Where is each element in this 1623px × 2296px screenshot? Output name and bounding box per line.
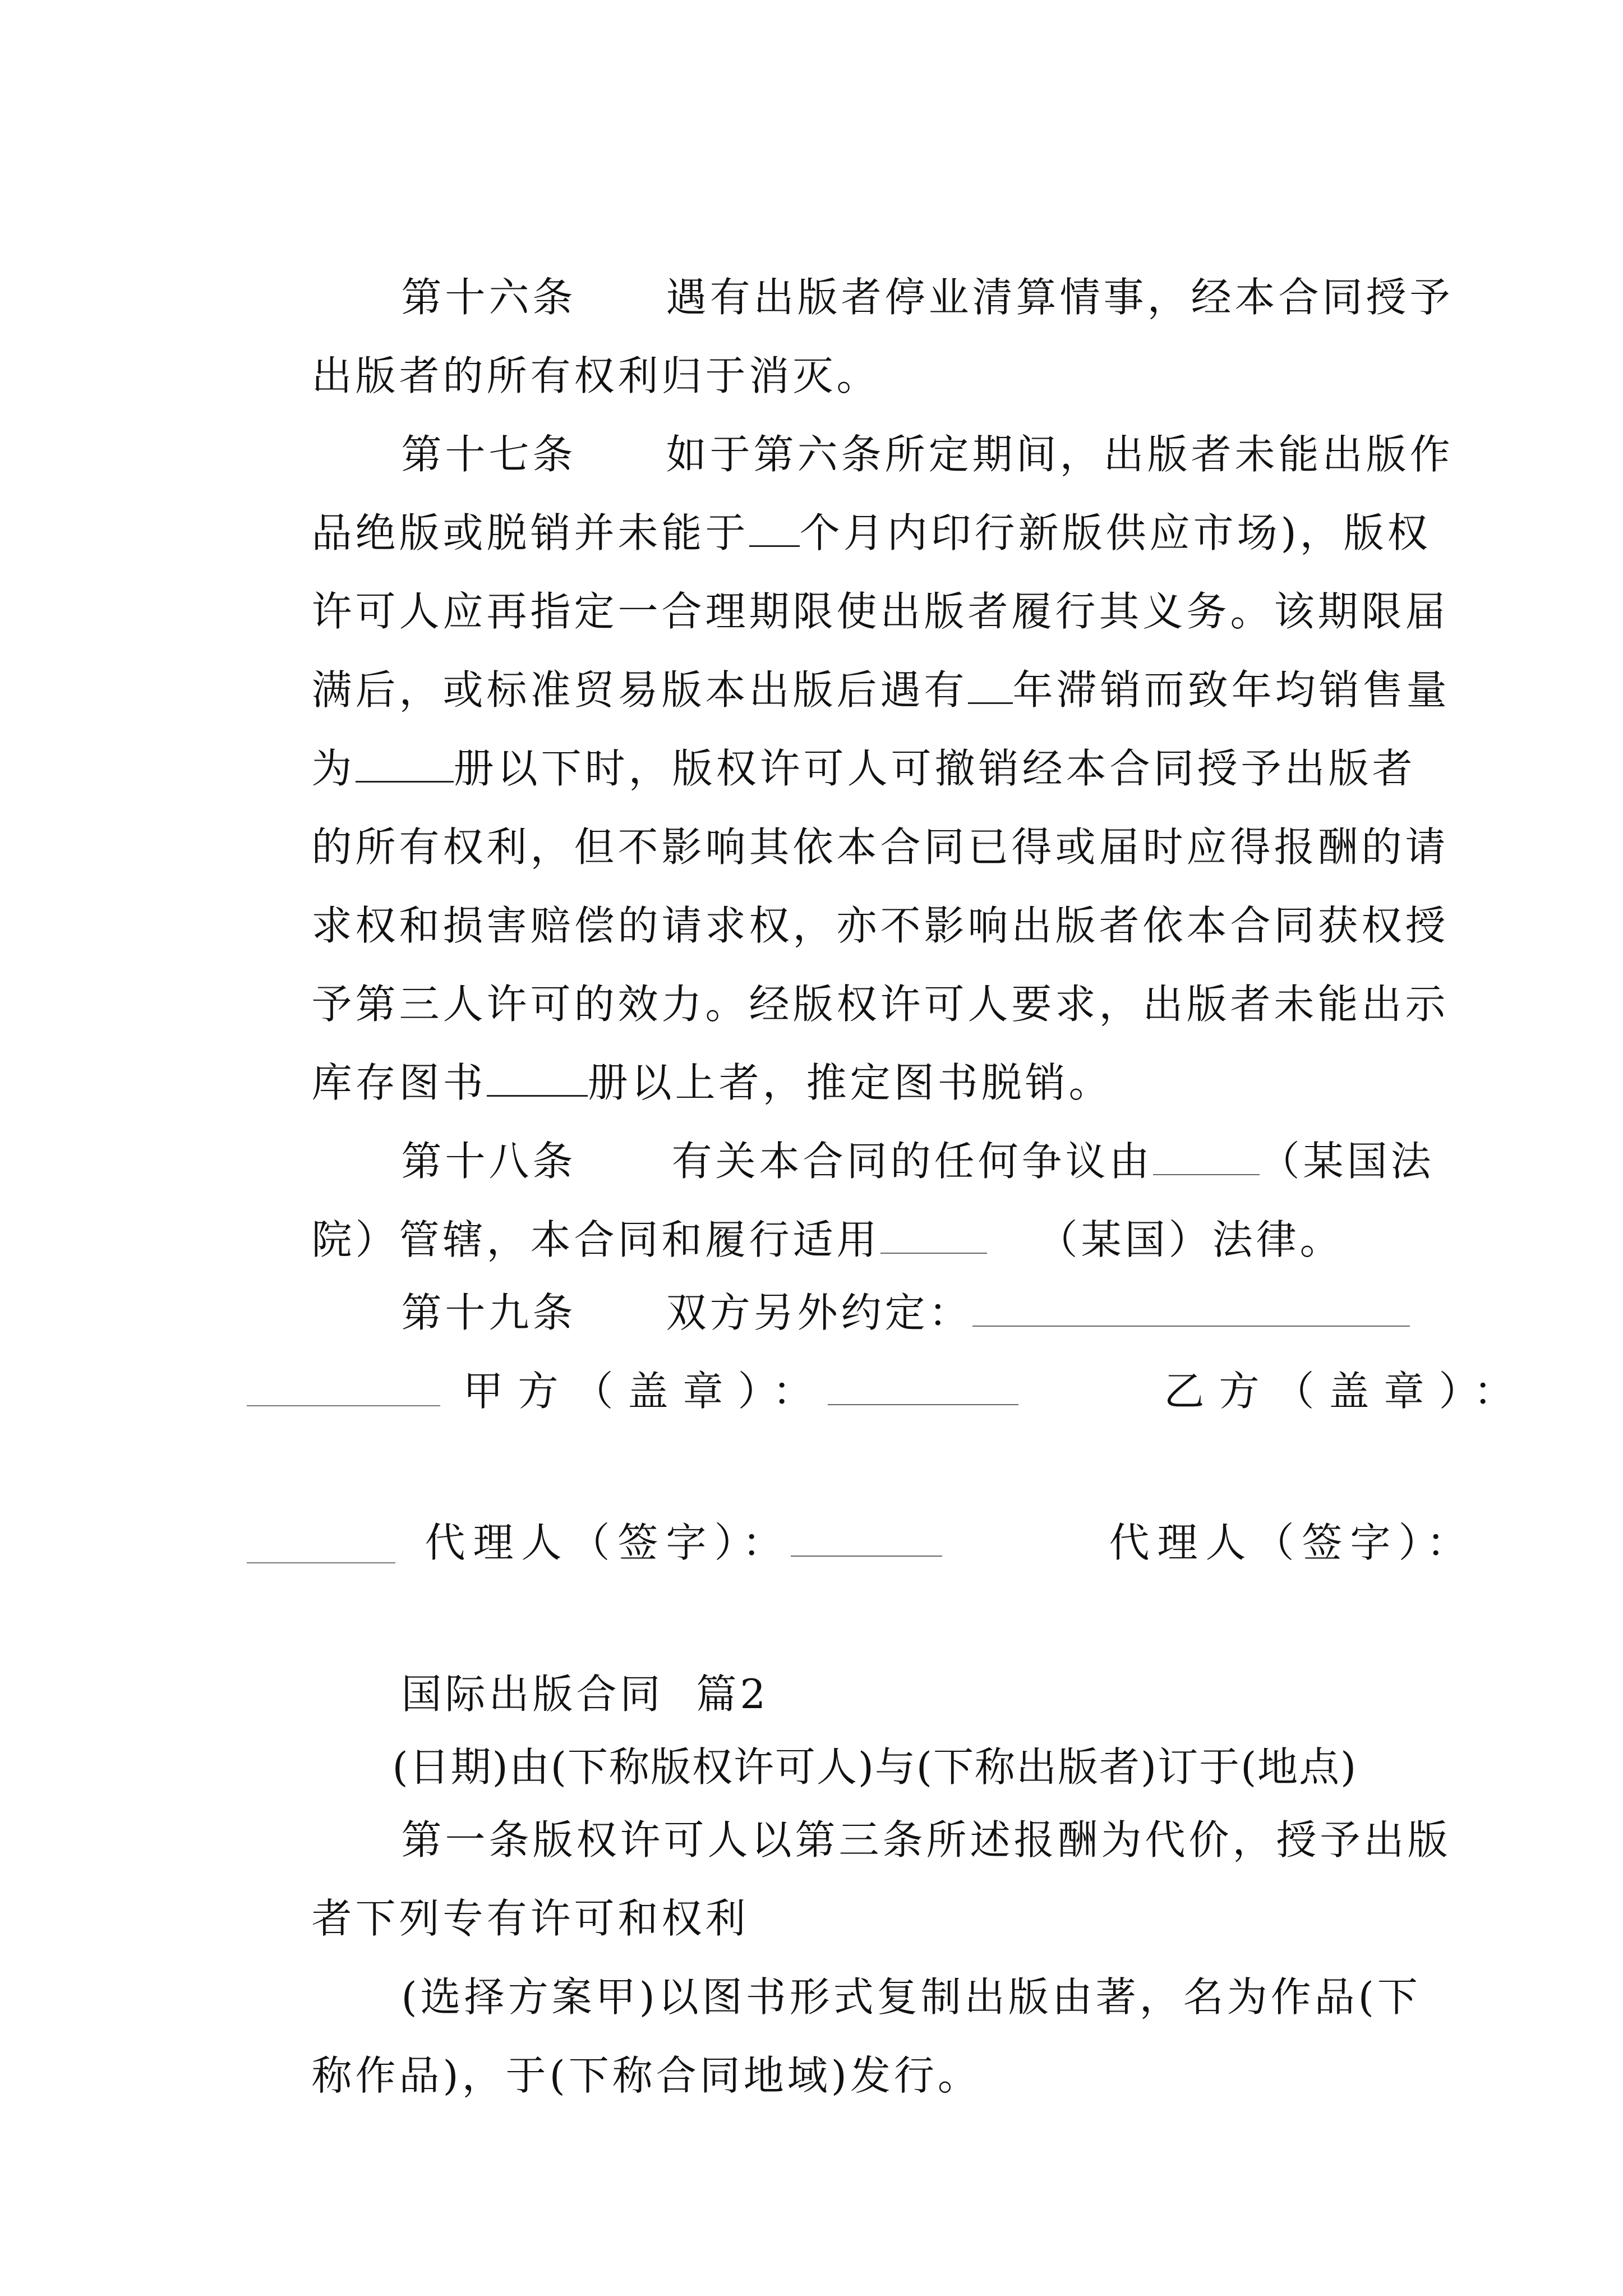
article-17-text-9b: 册以上者，推定图书脱销。 [587, 1059, 1113, 1106]
article-16-heading: 第十六条 [401, 274, 577, 321]
section-2-article-1-text-2: 者下列专有许可和权利 [311, 1895, 749, 1942]
article-17-text-4a: 满后，或标准贸易版本出版后遇有 [311, 666, 968, 714]
agent-b-sign-blank [247, 1562, 395, 1563]
party-b-seal-line [1054, 1307, 1529, 1475]
party-a-seal-blank [828, 1366, 1018, 1405]
article-17-text-5b: 册以下时，版权许可人可撤销经本合同授予出版者 [453, 745, 1416, 792]
article-18-text-1b: （某国法 [1259, 1138, 1435, 1185]
agent-b-sign-line [1026, 1458, 1475, 1627]
section-2-intro-text: (日期)由(下称版权许可人)与(下称出版者)订于(地点) [392, 1743, 1358, 1791]
article-16-text-2: 出版者的所有权利归于消灭。 [311, 352, 880, 399]
article-17-text-6: 的所有权利，但不影响其依本合同已得或届时应得报酬的请 [311, 823, 1449, 871]
party-a-seal-label: 甲方（盖章）： [463, 1368, 828, 1415]
article-17-heading: 第十七条 [401, 431, 577, 478]
section-2-option-a-line-2 [247, 1991, 981, 2160]
article-18-text-2a: 院）管辖，本合同和履行适用 [311, 1216, 880, 1263]
article-16-text-1: 遇有出版者停业清算情事，经本合同授予 [666, 274, 1454, 321]
section-2-option-a-text-1: (选择方案甲)以图书形式复制出版由著，名为作品(下 [401, 1973, 1421, 2021]
article-18-heading: 第十八条 [401, 1138, 577, 1185]
article-19-heading: 第十九条 [401, 1289, 577, 1336]
agent-b-sign-label: 代理人（签字）： [1109, 1519, 1475, 1566]
agent-a-sign-blank [791, 1517, 942, 1557]
article-17-text-4b: 年滞销而致年均销售量 [1012, 666, 1450, 714]
section-2-title-text: 国际出版合同 篇2 [401, 1671, 769, 1718]
article-17-text-3: 许可人应再指定一合理期限使出版者履行其义务。该期限届 [311, 588, 1449, 635]
party-a-seal-line [353, 1307, 1018, 1475]
article-19-text: 双方另外约定： [666, 1289, 972, 1336]
section-2-article-1-text-1: 第一条版权许可人以第三条所述报酬为代价，授予出版 [401, 1816, 1451, 1864]
section-2-option-a-text-2: 称作品)，于(下称合同地域)发行。 [311, 2052, 981, 2099]
article-17-text-5a: 为 [311, 745, 356, 792]
article-17-text-7: 求权和损害赔偿的请求权，亦不影响出版者依本合同获权授 [311, 902, 1449, 949]
article-18-text-2b: （某国）法律。 [1037, 1216, 1344, 1263]
agent-a-sign-label: 代理人（签字）： [425, 1519, 791, 1566]
article-17-text-8: 予第三人许可的效力。经版权许可人要求，出版者未能出示 [311, 981, 1449, 1028]
party-b-seal-label: 乙方（盖章）： [1164, 1368, 1529, 1415]
article-18-text-1a: 有关本合同的任何争议由 [671, 1138, 1153, 1185]
article-17-text-2a: 品绝版或脱销并未能于 [311, 509, 749, 556]
party-b-seal-blank [247, 1405, 440, 1406]
article-17-text-2b: 个月内印行新版供应市场)，版权 [799, 509, 1431, 556]
article-17-text-1: 如于第六条所定期间，出版者未能出版作 [666, 431, 1454, 478]
article-17-text-9a: 库存图书 [311, 1059, 487, 1106]
agent-a-sign-line [342, 1458, 942, 1627]
